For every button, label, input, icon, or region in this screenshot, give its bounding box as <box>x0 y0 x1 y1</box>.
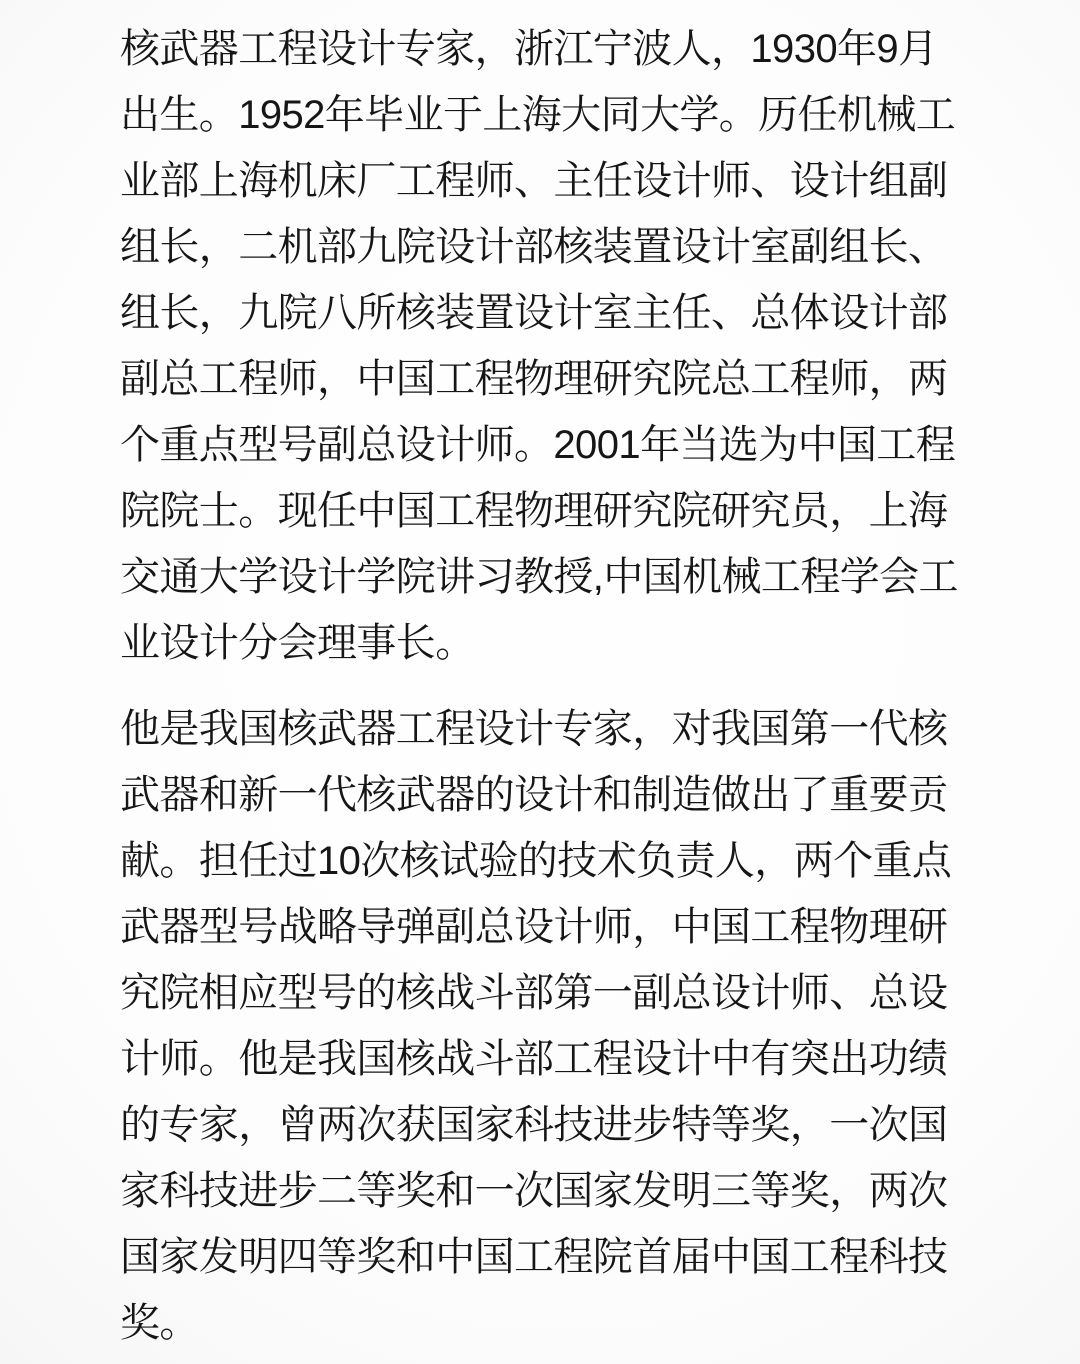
text-line: 业设计分会理事长。 <box>120 621 475 665</box>
text-line: 究院相应型号的核战斗部第一副总设计师、总设 <box>120 971 948 1015</box>
text-line: 献。担任过10次核试验的技术负责人，两个重点 <box>120 839 952 883</box>
text-line: 国家发明四等奖和中国工程院首届中国工程科技 <box>120 1235 948 1279</box>
text-line: 副总工程师，中国工程物理研究院总工程师，两 <box>120 357 948 401</box>
text-line: 组长，二机部九院设计部核装置设计室副组长、 <box>120 225 948 269</box>
text-line: 核武器工程设计专家，浙江宁波人，1930年9月 <box>120 27 938 71</box>
paragraph-spacer <box>120 676 965 696</box>
text-line: 组长，九院八所核装置设计室主任、总体设计部 <box>120 291 948 335</box>
text-line: 武器型号战略导弹副总设计师，中国工程物理研 <box>120 905 948 949</box>
text-line: 出生。1952年毕业于上海大同大学。历任机械工 <box>120 93 956 137</box>
text-line: 武器和新一代核武器的设计和制造做出了重要贡 <box>120 773 948 817</box>
text-line: 奖。 <box>120 1301 199 1345</box>
paragraph-achievements <box>120 696 965 1356</box>
text-line: 计师。他是我国核战斗部工程设计中有突出功绩 <box>120 1037 948 1081</box>
text-line: 的专家，曾两次获国家科技进步特等奖，一次国 <box>120 1103 948 1147</box>
text-line: 业部上海机床厂工程师、主任设计师、设计组副 <box>120 159 948 203</box>
biography-text <box>120 16 965 1356</box>
text-line: 交通大学设计学院讲习教授,中国机械工程学会工 <box>120 555 958 599</box>
text-line: 院院士。现任中国工程物理研究院研究员，上海 <box>120 489 948 533</box>
text-line: 个重点型号副总设计师。2001年当选为中国工程 <box>120 423 956 467</box>
paragraph-career <box>120 16 965 676</box>
text-line: 家科技进步二等奖和一次国家发明三等奖，两次 <box>120 1169 948 1213</box>
text-line: 他是我国核武器工程设计专家，对我国第一代核 <box>120 707 948 751</box>
